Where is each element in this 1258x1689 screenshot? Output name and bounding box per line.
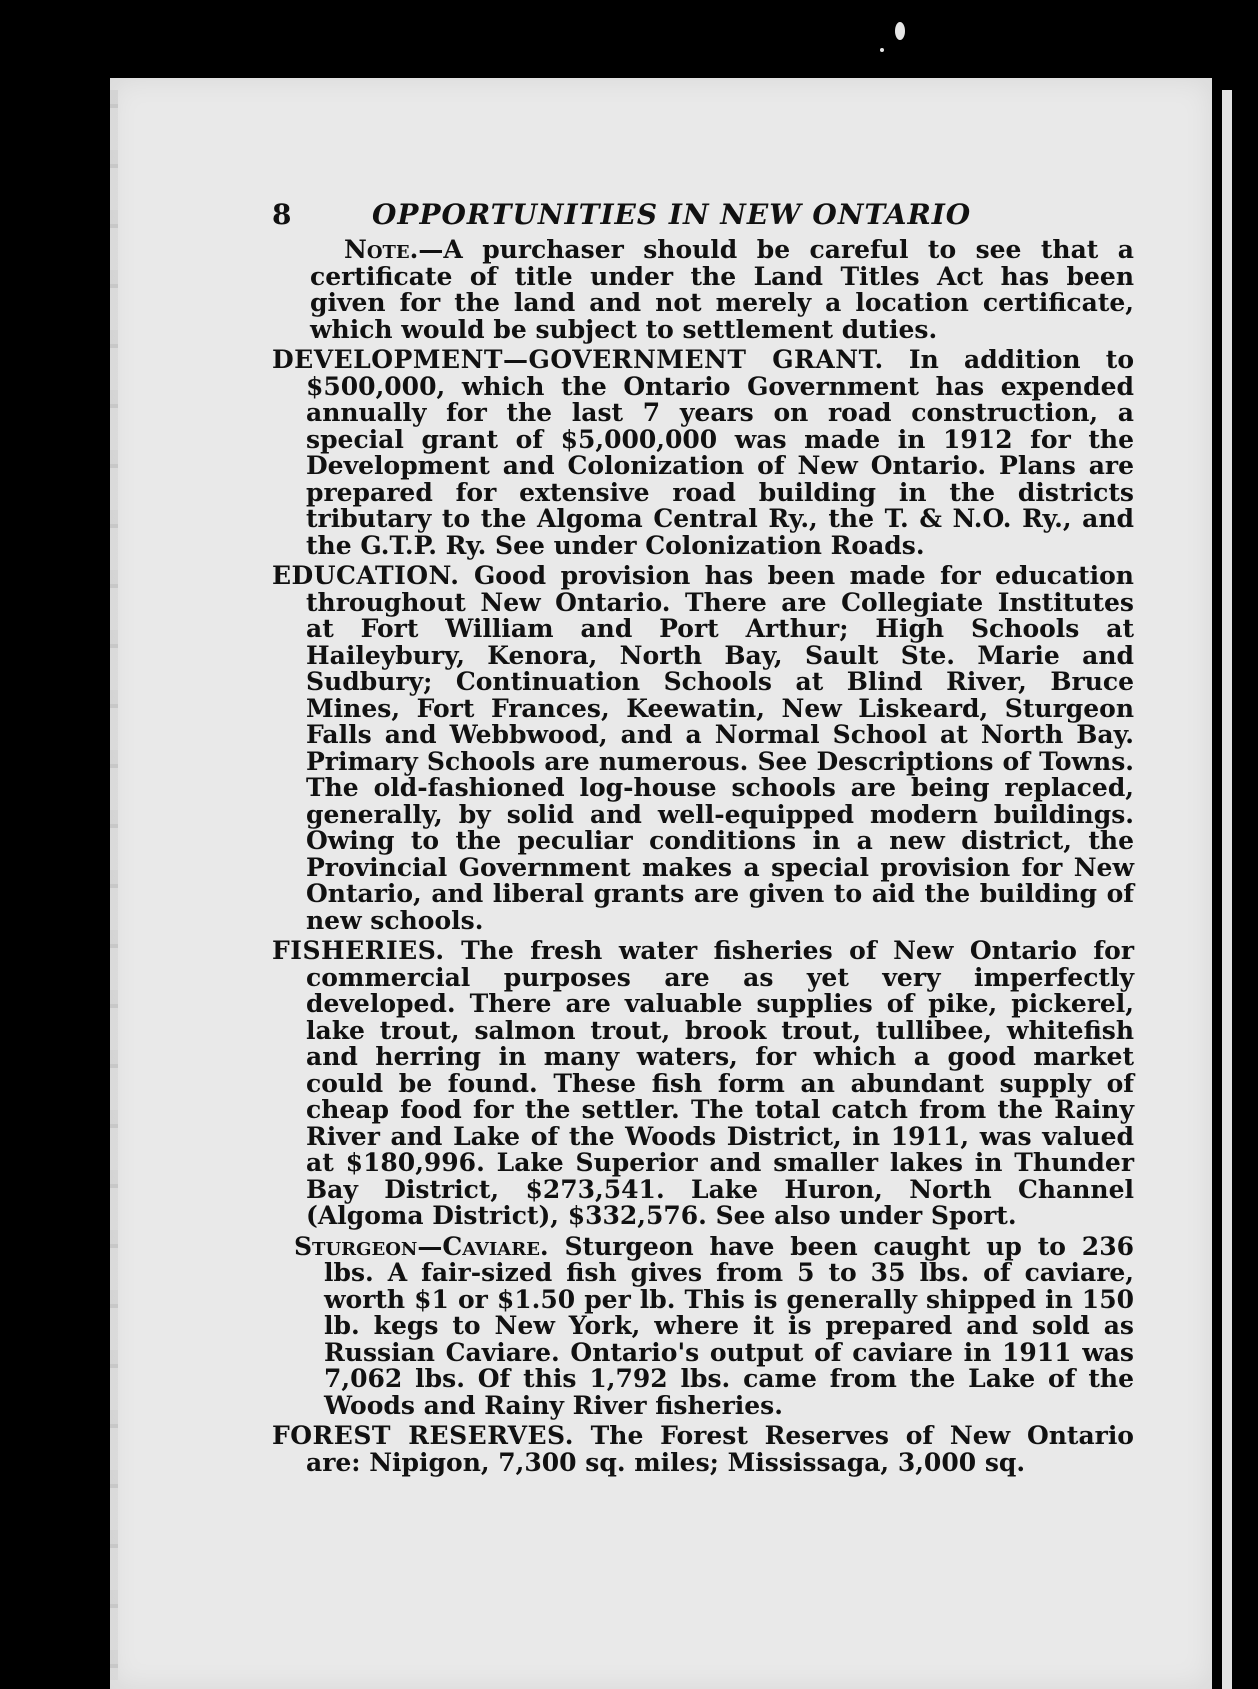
sturgeon-text: Sturgeon have been caught up to 236 lbs. A fair-sized fish gives from 5 to 35 lbs. of caviare, worth $1 or $1.50 per lb. This is generally shipped in 150 lb. kegs to New York, where it is prepared and sold as Russian Caviare. Ontario's output of caviare in 1911 was 7,062 lbs. Of this 1,792 lbs. came from the Lake of the Woods and Rainy River fisheries.: [324, 1231, 1134, 1420]
forest-text: The Forest Reserves of New Ontario are: Nipigon, 7,300 sq. miles; Mississaga, 3,000 sq.: [306, 1421, 1134, 1477]
page-binding-edge: [110, 90, 118, 1680]
fisheries-heading: FISHERIES.: [272, 936, 445, 965]
forest-paragraph: [272, 1423, 1134, 1476]
note-label: Note.: [344, 235, 419, 264]
forest-heading: FOREST RESERVES.: [272, 1421, 574, 1450]
fisheries-text: The fresh water fisheries of New Ontario for commercial purposes are as yet very imperfectly developed. There are valuable supplies of pike, pickerel, lake trout, salmon trout, brook trout, tullibee, whitefish and herring in many waters, for which a good market could be found. These fish form an abundant supply of cheap food for the settler. The total catch from the Rainy River and Lake of the Woods District, in 1911, was valued at $180,996. Lake Superior and smaller lakes in Thunder Bay District, $273,541. Lake Huron, North Channel (Algoma District), $332,576. See also under Sport.: [306, 936, 1134, 1230]
running-head: [272, 198, 1134, 231]
development-paragraph: [272, 347, 1134, 559]
facing-page-edge: [1222, 90, 1232, 1689]
sturgeon-heading: Sturgeon—Caviare.: [294, 1231, 549, 1261]
education-heading: EDUCATION.: [272, 561, 460, 590]
scan-speck: [880, 48, 884, 52]
running-title: OPPORTUNITIES IN NEW ONTARIO: [372, 198, 972, 231]
page-number: 8: [272, 198, 293, 231]
education-text: Good provision has been made for education throughout New Ontario. There are Collegiate Institutes at Fort William and Port Arthur; High Schools at Haileybury, Kenora, North Bay, Sault Ste. Marie and Sudbury; Continuation Schools at Blind River, Bruce Mines, Fort Frances, Keewatin, New Liskeard, Sturgeon Falls and Webbwood, and a Normal School at North Bay. Primary Schools are numerous. See Descriptions of Towns. The old-fashioned log-house schools are being replaced, generally, by solid and well-equipped modern buildings. Owing to the peculiar conditions in a new district, the Provincial Government makes a special provision for New Ontario, and liberal grants are given to aid the building of new schools.: [306, 561, 1134, 935]
note-paragraph: [272, 237, 1134, 343]
page-text: [272, 198, 1134, 1480]
note-text: —A purchaser should be careful to see that a certificate of title under the Land Titles Act has been given for the land and not merely a location certificate, which would be subject to settlement duties.: [310, 235, 1134, 344]
education-paragraph: [272, 563, 1134, 934]
development-text: In addition to $500,000, which the Ontario Government has expended annually for the last 7 years on road construction, a special grant of $5,000,000 was made in 1912 for the Development and Colonization of New Ontario. Plans are prepared for extensive road building in the districts tributary to the Algoma Central Ry., the T. & N.O. Ry., and the G.T.P. Ry. See under Colonization Roads.: [306, 345, 1134, 560]
sturgeon-paragraph: [272, 1231, 1134, 1420]
development-heading: DEVELOPMENT—GOVERNMENT GRANT.: [272, 345, 884, 374]
scan-speck: [895, 22, 905, 40]
fisheries-paragraph: [272, 938, 1134, 1230]
